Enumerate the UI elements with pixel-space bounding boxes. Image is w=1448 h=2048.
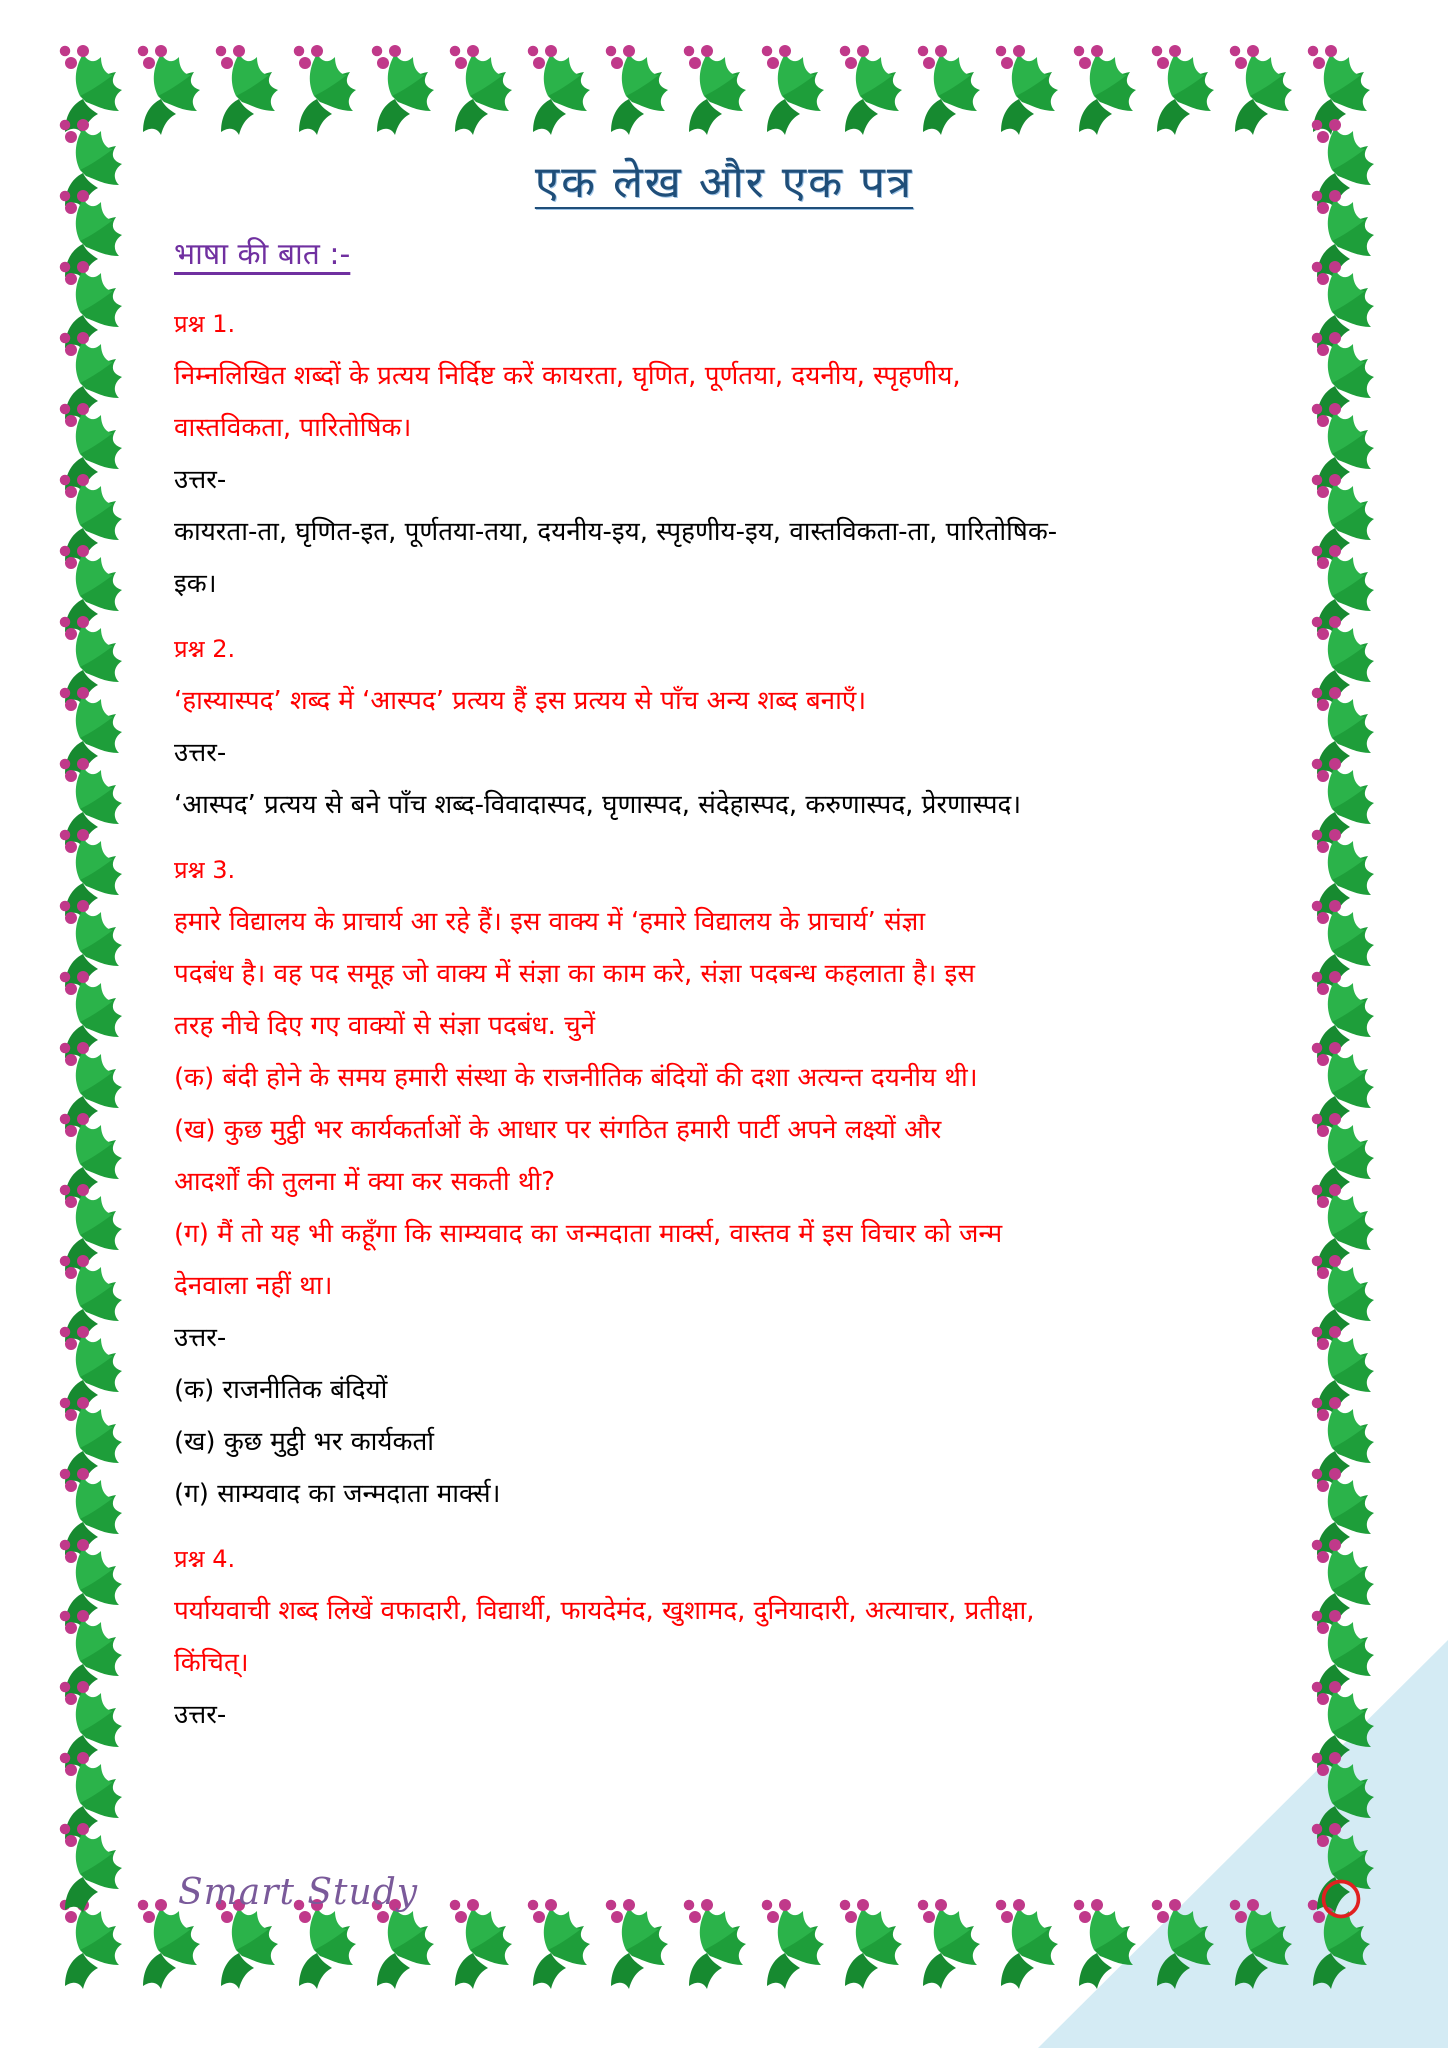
- holly-leaf-icon: [1230, 45, 1292, 135]
- holly-leaf-icon: [138, 45, 200, 135]
- holly-leaf-icon: [372, 45, 434, 135]
- holly-leaf-icon: [60, 1823, 122, 1913]
- question-text-line: वास्तविकता, पारितोषिक।: [174, 413, 412, 443]
- question-text-line: (ग) मैं तो यह भी कहूँगा कि साम्यवाद का जन्मदाता मार्क्स, वास्तव में इस विचार को जन्म: [174, 1219, 1003, 1249]
- question-text-line: तरह नीचे दिए गए वाक्यों से संज्ञा पदबंध. चुनें: [174, 1011, 596, 1041]
- question-text-line: ‘हास्यास्पद’ शब्द में ‘आस्पद’ प्रत्यय हैं इस प्रत्यय से पाँच अन्य शब्द बनाएँ।: [174, 686, 867, 716]
- question-block-2: [174, 632, 1274, 831]
- answer-label: उत्तर-: [174, 1323, 227, 1353]
- question-text-line: निम्नलिखित शब्दों के प्रत्यय निर्दिष्ट करें कायरता, घृणित, पूर्णतया, दयनीय, स्पृहणीय,: [174, 361, 961, 391]
- answer-label: उत्तर-: [174, 465, 227, 495]
- question-text-line: देनवाला नहीं था।: [174, 1271, 333, 1301]
- holly-leaf-icon: [840, 1899, 902, 1989]
- page-title: एक लेख और एक पत्र: [534, 157, 914, 208]
- question-text-line: (ख) कुछ मुट्ठी भर कार्यकर्ताओं के आधार पर संगठित हमारी पार्टी अपने लक्ष्यों और: [174, 1115, 942, 1145]
- page-number-circle-icon: [1318, 1876, 1364, 1922]
- holly-leaf-icon: [918, 1899, 980, 1989]
- holly-leaf-icon: [762, 45, 824, 135]
- holly-leaf-icon: [918, 45, 980, 135]
- question-block-4: [174, 1542, 1274, 1741]
- holly-leaf-icon: [1074, 1899, 1136, 1989]
- question-number: प्रश्न 4.: [174, 1545, 236, 1573]
- holly-leaf-icon: [762, 1899, 824, 1989]
- question-text-line: पदबंध है। वह पद समूह जो वाक्य में संज्ञा का काम करे, संज्ञा पदबन्ध कहलाता है। इस: [174, 959, 975, 989]
- holly-leaf-icon: [1152, 45, 1214, 135]
- holly-leaf-icon: [294, 45, 356, 135]
- holly-leaf-icon: [528, 45, 590, 135]
- holly-leaf-icon: [1152, 1899, 1214, 1989]
- holly-leaf-icon: [450, 45, 512, 135]
- holly-leaf-icon: [60, 45, 122, 135]
- section-heading: भाषा की बात :-: [174, 237, 351, 272]
- holly-leaf-icon: [1230, 1899, 1292, 1989]
- answer-label: उत्तर-: [174, 738, 227, 768]
- answer-label: उत्तर-: [174, 1700, 227, 1730]
- holly-leaf-icon: [216, 45, 278, 135]
- question-block-3: [174, 853, 1274, 1520]
- holly-leaf-icon: [684, 1899, 746, 1989]
- answer-line: (ख) कुछ मुट्ठी भर कार्यकर्ता: [174, 1427, 435, 1457]
- holly-leaf-icon: [684, 45, 746, 135]
- holly-leaf-icon: [528, 1899, 590, 1989]
- question-number: प्रश्न 1.: [174, 310, 236, 338]
- holly-leaf-icon: [1074, 45, 1136, 135]
- holly-leaf-icon: [606, 45, 668, 135]
- holly-leaf-icon: [60, 1899, 122, 1989]
- holly-leaf-icon: [450, 1899, 512, 1989]
- question-block-1: [174, 307, 1274, 610]
- holly-leaf-icon: [996, 45, 1058, 135]
- answer-line: ‘आस्पद’ प्रत्यय से बने पाँच शब्द-विवादास्पद, घृणास्पद, संदेहास्पद, करुणास्पद, प्रेरणास्पद।: [174, 790, 1022, 820]
- answer-line: इक।: [174, 569, 217, 599]
- answer-line: (ग) साम्यवाद का जन्मदाता मार्क्स।: [174, 1479, 501, 1509]
- holly-leaf-icon: [996, 1899, 1058, 1989]
- holly-leaf-icon: [606, 1899, 668, 1989]
- question-text-line: हमारे विद्यालय के प्राचार्य आ रहे हैं। इस वाक्य में ‘हमारे विद्यालय के प्राचार्य’ संज्ञा: [174, 907, 926, 937]
- document-body: [174, 150, 1274, 1763]
- question-text-line: किंचित्।: [174, 1648, 249, 1678]
- question-text-line: (क) बंदी होने के समय हमारी संस्था के राजनीतिक बंदियों की दशा अत्यन्त दयनीय थी।: [174, 1063, 978, 1093]
- answer-line: (क) राजनीतिक बंदियों: [174, 1375, 388, 1405]
- answer-line: कायरता-ता, घृणित-इत, पूर्णतया-तया, दयनीय-इय, स्पृहणीय-इय, वास्तविकता-ता, पारितोषिक-: [174, 517, 1058, 547]
- smart-study-logo: Smart Study: [178, 1872, 419, 1913]
- question-number: प्रश्न 3.: [174, 856, 236, 884]
- question-number: प्रश्न 2.: [174, 635, 236, 663]
- question-text-line: पर्यायवाची शब्द लिखें वफादारी, विद्यार्थी, फायदेमंद, खुशामद, दुनियादारी, अत्याचार, प्रतीक्षा,: [174, 1596, 1035, 1626]
- question-text-line: आदर्शों की तुलना में क्या कर सकती थी?: [174, 1167, 556, 1197]
- holly-leaf-icon: [840, 45, 902, 135]
